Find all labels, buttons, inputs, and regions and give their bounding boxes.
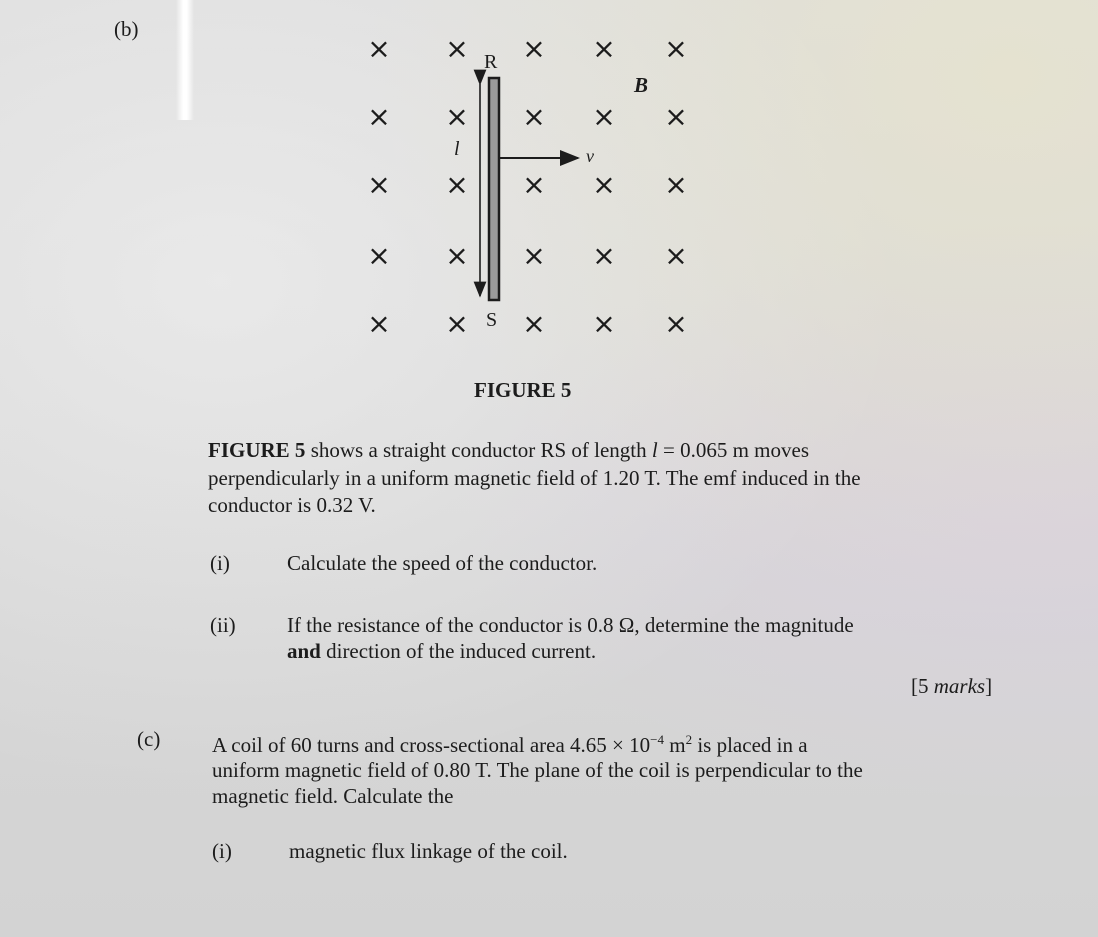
field-cross: × bbox=[664, 100, 688, 133]
part-c-line-2: uniform magnetic field of 0.80 T. The plane of the coil is perpendicular to the bbox=[212, 758, 863, 782]
field-cross: × bbox=[522, 307, 546, 340]
line-1-end: = 0.065 m moves bbox=[657, 438, 810, 462]
field-cross: × bbox=[367, 307, 391, 340]
label-R: R bbox=[484, 51, 498, 73]
figure-5-diagram bbox=[0, 0, 1098, 400]
item-c-i-label: (i) bbox=[212, 839, 232, 863]
part-c-label: (c) bbox=[137, 727, 161, 751]
squared: 2 bbox=[685, 732, 693, 747]
field-cross: × bbox=[367, 32, 391, 65]
part-b-label: (b) bbox=[114, 17, 139, 41]
label-l: l bbox=[454, 138, 460, 160]
part-c-line-1-c: is placed in a bbox=[692, 733, 808, 757]
label-v: v bbox=[586, 146, 594, 166]
field-cross: × bbox=[592, 100, 616, 133]
field-cross: × bbox=[522, 100, 546, 133]
figure-caption: FIGURE 5 bbox=[474, 378, 572, 402]
field-cross: × bbox=[592, 239, 616, 272]
field-cross: × bbox=[367, 168, 391, 201]
field-cross: × bbox=[522, 239, 546, 272]
field-cross: × bbox=[664, 168, 688, 201]
item-b-ii-line-1: If the resistance of the conductor is 0.8 Ω, determine the magnitude bbox=[287, 613, 854, 637]
field-cross: × bbox=[522, 168, 546, 201]
part-c-line-1-b: m bbox=[664, 733, 686, 757]
part-b-line-1 bbox=[208, 437, 1028, 464]
part-c-line-3: magnetic field. Calculate the bbox=[212, 784, 454, 808]
field-cross: × bbox=[367, 239, 391, 272]
marks-word: marks bbox=[933, 674, 986, 698]
field-cross: × bbox=[664, 239, 688, 272]
item-c-i-text: magnetic flux linkage of the coil. bbox=[289, 839, 568, 863]
field-cross: × bbox=[592, 307, 616, 340]
item-b-ii-line-2 bbox=[287, 638, 1027, 665]
item-b-ii-label: (ii) bbox=[210, 613, 236, 637]
figure-reference: FIGURE 5 bbox=[208, 438, 306, 462]
field-cross: × bbox=[664, 307, 688, 340]
marks-open: [5 bbox=[911, 674, 934, 698]
field-cross: × bbox=[445, 168, 469, 201]
and-bold: and bbox=[287, 639, 321, 663]
part-c-line-1 bbox=[212, 726, 1032, 759]
line-1-text: shows a straight conductor RS of length bbox=[305, 438, 652, 462]
marks-close: ] bbox=[985, 674, 993, 698]
field-cross: × bbox=[445, 32, 469, 65]
label-S: S bbox=[486, 309, 498, 331]
item-b-i-label: (i) bbox=[210, 551, 230, 575]
field-cross: × bbox=[592, 32, 616, 65]
label-B: B bbox=[634, 73, 649, 97]
part-b-line-3: conductor is 0.32 V. bbox=[208, 493, 376, 517]
marks-label bbox=[911, 673, 992, 700]
field-cross: × bbox=[592, 168, 616, 201]
field-cross: × bbox=[367, 100, 391, 133]
item-b-ii-line-2-rest: direction of the induced current. bbox=[320, 639, 597, 663]
field-cross: × bbox=[445, 239, 469, 272]
field-cross: × bbox=[664, 32, 688, 65]
item-b-i-text: Calculate the speed of the conductor. bbox=[287, 551, 598, 575]
part-b-line-2: perpendicularly in a uniform magnetic field of 1.20 T. The emf induced in the bbox=[208, 466, 861, 490]
field-cross: × bbox=[445, 307, 469, 340]
part-c-line-1-a: A coil of 60 turns and cross-sectional area 4.65 × 10 bbox=[212, 733, 651, 757]
conductor-rod bbox=[489, 78, 499, 300]
field-cross: × bbox=[522, 32, 546, 65]
field-cross: × bbox=[445, 100, 469, 133]
exponent: −4 bbox=[650, 732, 664, 747]
length-symbol: l bbox=[651, 438, 658, 462]
